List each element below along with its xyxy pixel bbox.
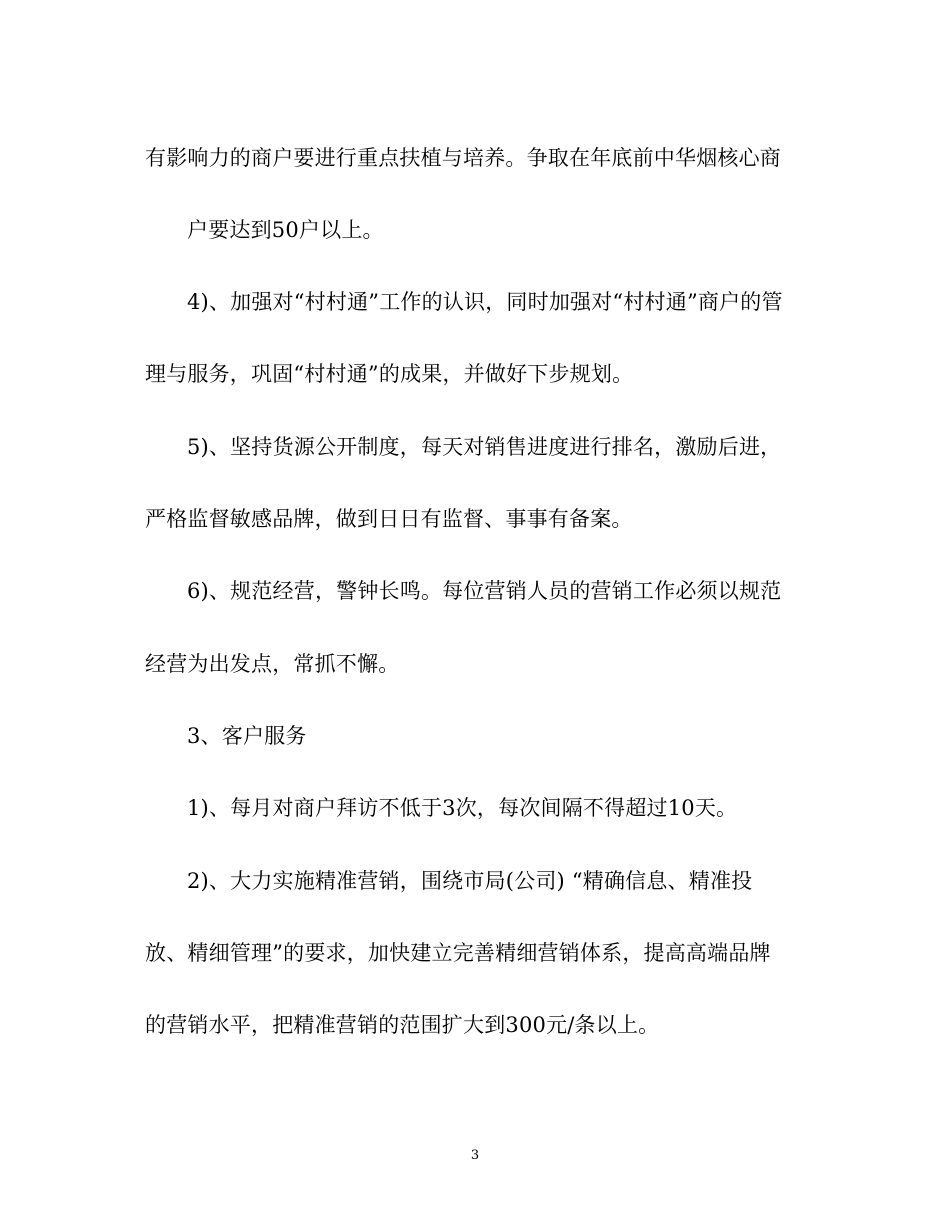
- page-number: 3: [470, 1148, 480, 1163]
- text-line: 严格监督敏感品牌，做到日日有监督、事事有备案。: [145, 507, 633, 531]
- text-line: 2)、大力实施精准营销，围绕市局(公司) “精确信息、精准投: [187, 869, 753, 893]
- text-line: 的营销水平，把精准营销的范围扩大到300元/条以上。: [145, 1013, 660, 1037]
- text-line: 理与服务，巩固“村村通”的成果，并做好下步规划。: [145, 362, 634, 386]
- text-line: 放、精细管理”的要求，加快建立完善精细营销体系，提高高端品牌: [145, 941, 771, 965]
- text-line: 6)、规范经营，警钟长鸣。每位营销人员的营销工作必须以规范: [187, 579, 782, 603]
- text-line: 5)、坚持货源公开制度，每天对销售进度进行排名，激励后进，: [187, 435, 782, 459]
- section-heading: 3、客户服务: [187, 724, 307, 748]
- text-line: 4)、加强对“村村通”工作的认识，同时加强对“村村通”商户的管: [187, 290, 783, 314]
- text-line: 有影响力的商户要进行重点扶植与培养。争取在年底前中华烟核心商: [145, 146, 781, 170]
- text-line: 户要达到50户以上。: [187, 218, 384, 242]
- text-line: 经营为出发点，常抓不懈。: [145, 652, 400, 676]
- text-line: 1)、每月对商户拜访不低于3次，每次间隔不得超过10天。: [187, 796, 738, 820]
